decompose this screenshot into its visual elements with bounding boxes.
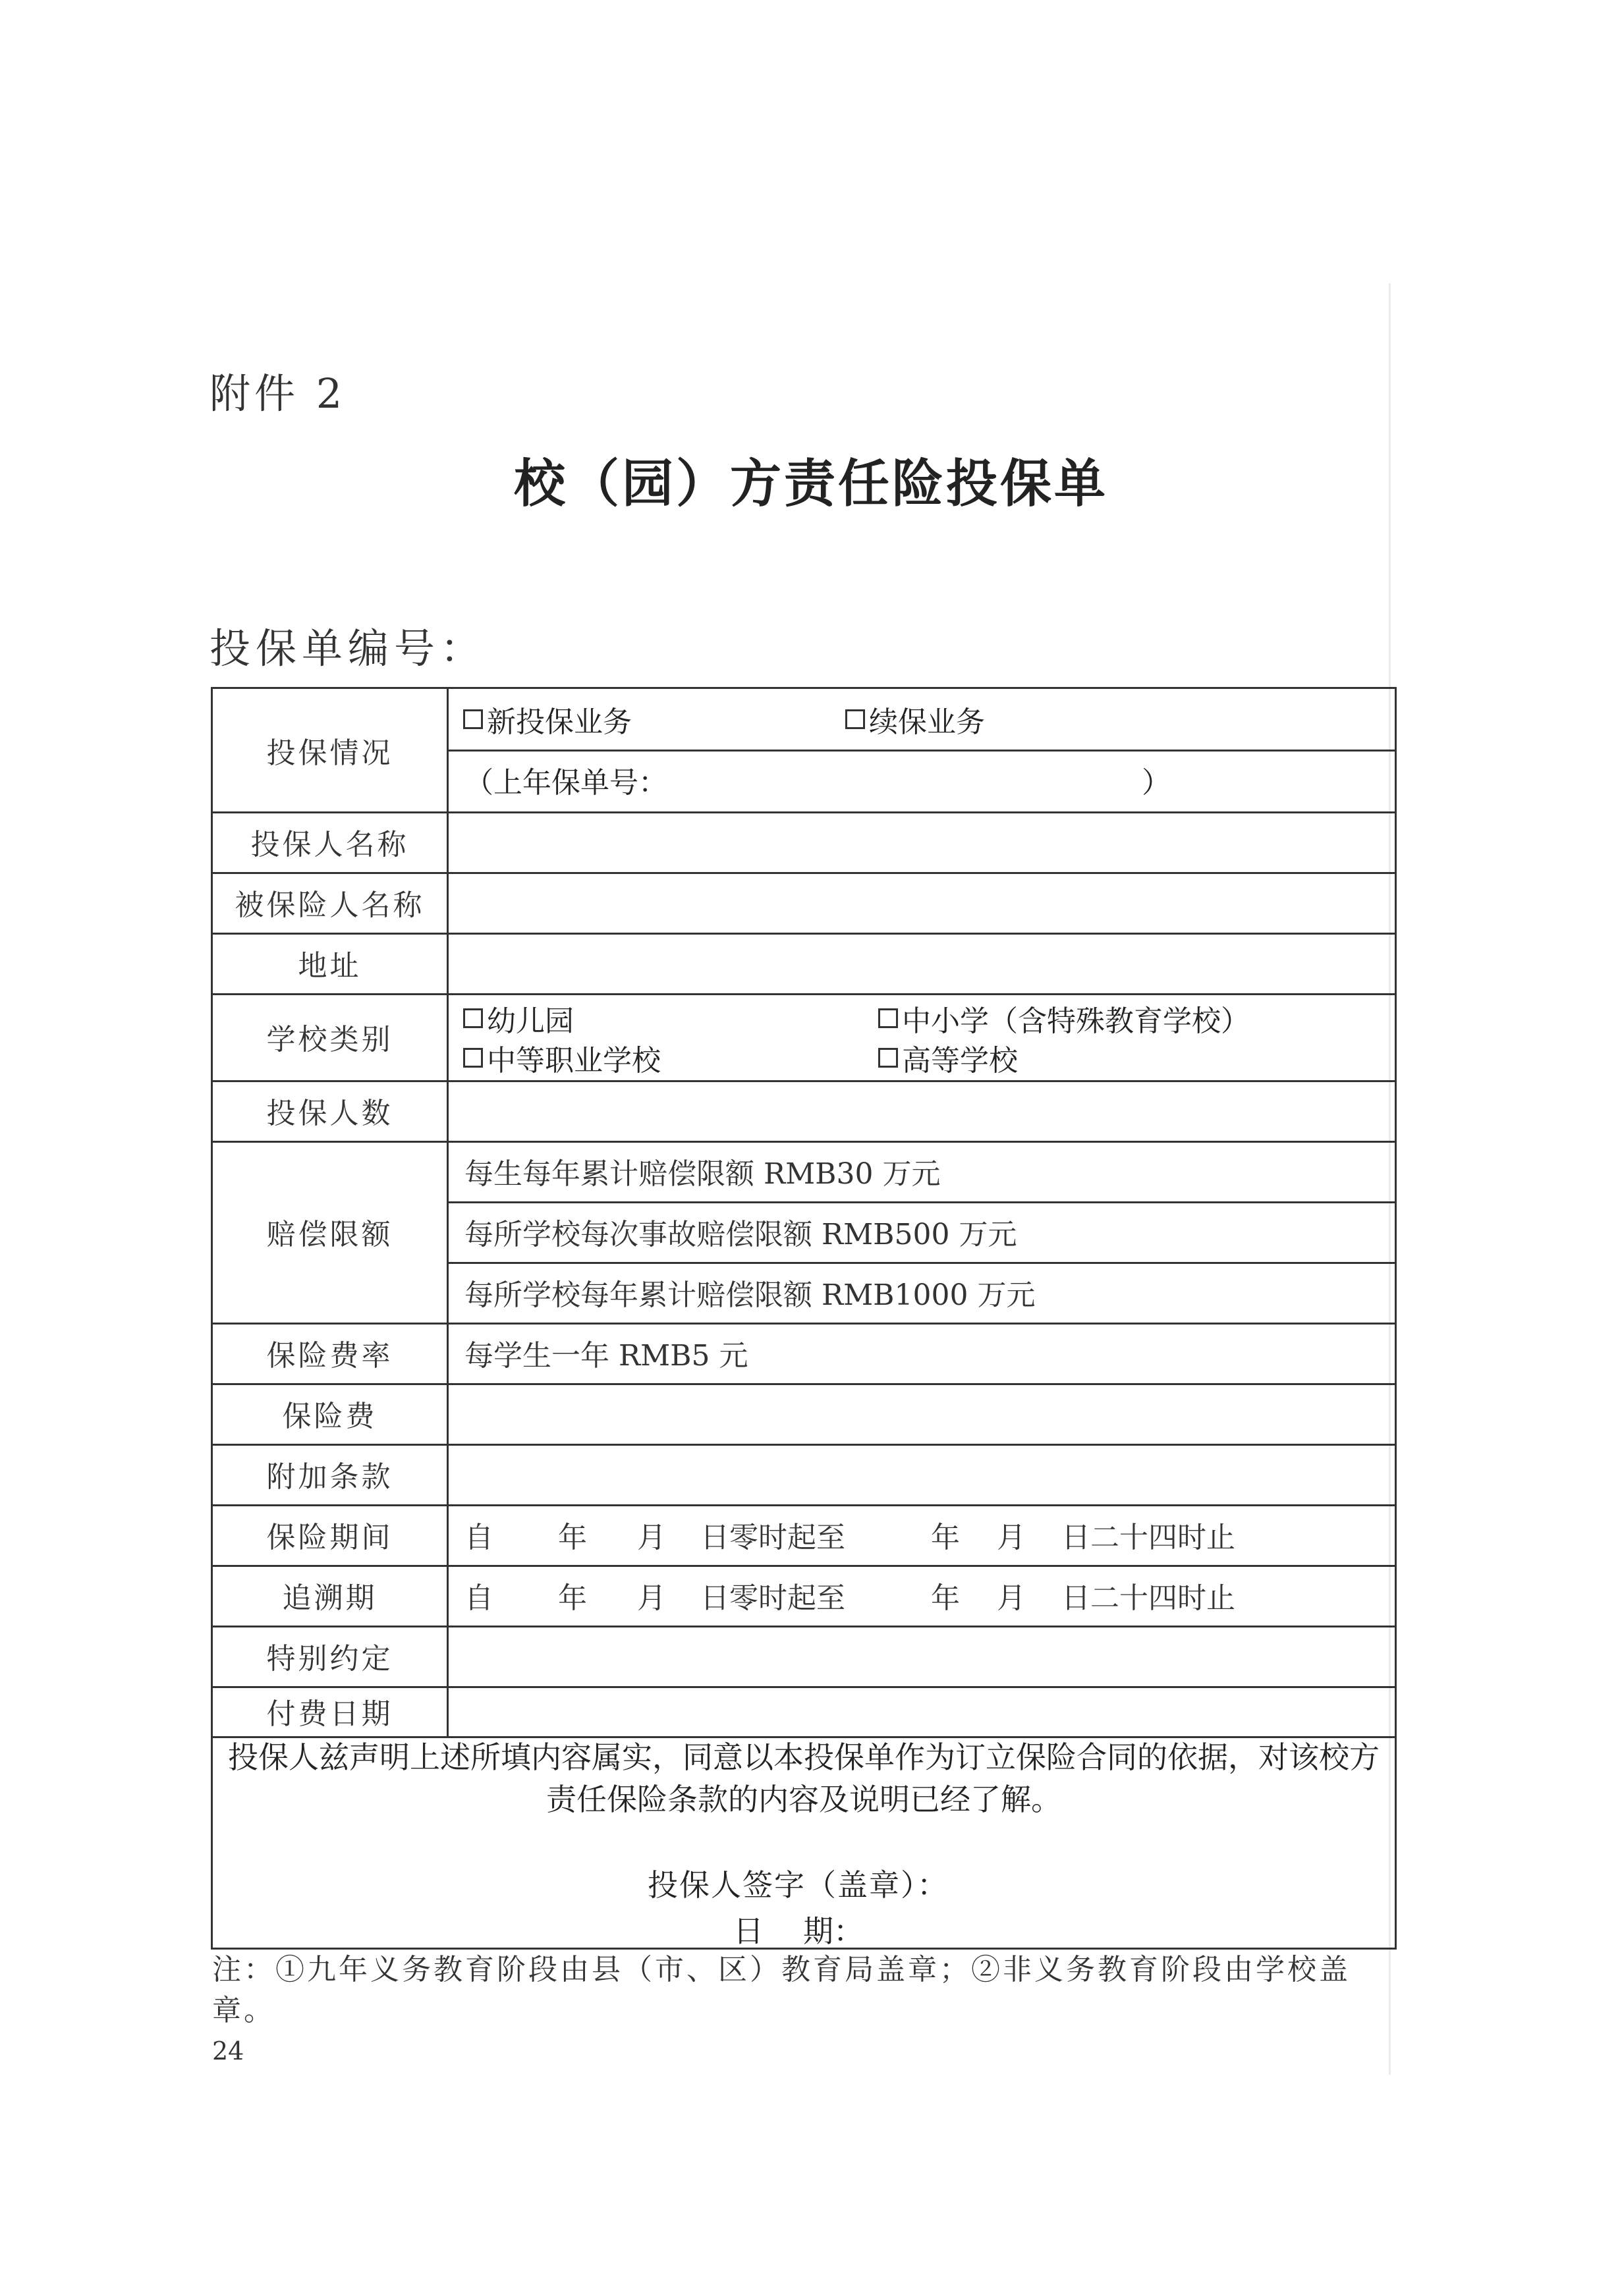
policy-number-label: 投保单编号： [210, 624, 487, 672]
label-special-agreement: 特别约定 [266, 1642, 393, 1676]
option-new-business[interactable]: 新投保业务 [463, 698, 632, 740]
retroactive-period-field[interactable]: 自 年 月 日零时起至 年 月 日二十四时止 [464, 1581, 1235, 1615]
applicant-name-field[interactable] [449, 811, 1395, 872]
limit-item: 每所学校每次事故赔偿限额 RMB500 万元 [464, 1218, 1017, 1251]
checkbox-icon[interactable] [463, 1048, 483, 1068]
insured-count-field[interactable] [449, 1080, 1395, 1141]
label-premium: 保险费 [282, 1400, 378, 1433]
limit-item: 每生每年累计赔偿限额 RMB30 万元 [464, 1157, 941, 1191]
footnote: 注：①九年义务教育阶段由县（市、区）教育局盖章；②非义务教育阶段由学校盖章。 [212, 1953, 1351, 2027]
label-address: 地址 [298, 949, 362, 983]
option-kindergarten[interactable]: 幼儿园 [463, 1000, 574, 1037]
additional-clauses-field[interactable] [449, 1444, 1395, 1504]
label-retroactive-period: 追溯期 [282, 1581, 378, 1615]
page-number: 24 [212, 2036, 244, 2065]
special-agreement-field[interactable] [449, 1626, 1395, 1686]
address-field[interactable] [449, 933, 1395, 993]
label-compensation-limits: 赔偿限额 [266, 1218, 393, 1251]
premium-rate-value: 每学生一年 RMB5 元 [464, 1339, 748, 1373]
label-insured-count: 投保人数 [266, 1097, 393, 1130]
insurance-period-field[interactable]: 自 年 月 日零时起至 年 月 日二十四时止 [464, 1521, 1235, 1554]
checkbox-icon[interactable] [878, 1048, 898, 1068]
application-form [211, 687, 1397, 1950]
checkbox-icon[interactable] [878, 1008, 898, 1028]
checkbox-icon[interactable] [463, 709, 483, 729]
label-application-status: 投保情况 [266, 736, 393, 770]
payment-date-field[interactable] [449, 1686, 1395, 1736]
checkbox-icon[interactable] [845, 709, 865, 729]
previous-policy-close-paren: ） [1142, 766, 1171, 800]
label-additional-clauses: 附加条款 [266, 1460, 393, 1494]
label-applicant-name: 投保人名称 [250, 828, 409, 861]
insured-name-field[interactable] [449, 872, 1395, 933]
label-insured-name: 被保险人名称 [235, 888, 425, 922]
label-insurance-period: 保险期间 [266, 1521, 393, 1554]
signature-field[interactable]: 投保人签字（盖章）： [648, 1867, 949, 1903]
option-renewal[interactable]: 续保业务 [845, 698, 985, 740]
premium-field[interactable] [449, 1383, 1395, 1444]
checkbox-icon[interactable] [463, 1008, 483, 1028]
page-title: 校（园）方责任险投保单 [513, 454, 1108, 514]
previous-policy-number-field[interactable]: （上年保单号： [464, 766, 667, 800]
label-premium-rate: 保险费率 [266, 1339, 393, 1373]
annex-label: 附件 2 [210, 369, 347, 418]
option-higher-ed[interactable]: 高等学校 [878, 1039, 1018, 1076]
option-vocational[interactable]: 中等职业学校 [463, 1039, 661, 1076]
declaration-text: 投保人兹声明上述所填内容属实，同意以本投保单作为订立保险合同的依据，对该校方责任保险条款的内容及说明已经了解。 [228, 1739, 1380, 1817]
signature-date-field[interactable]: 日 期： [733, 1913, 864, 1949]
label-school-type: 学校类别 [266, 1023, 393, 1056]
label-payment-date: 付费日期 [266, 1697, 393, 1731]
option-primary-secondary[interactable]: 中小学（含特殊教育学校） [878, 1000, 1250, 1037]
limit-item: 每所学校每年累计赔偿限额 RMB1000 万元 [464, 1278, 1036, 1312]
